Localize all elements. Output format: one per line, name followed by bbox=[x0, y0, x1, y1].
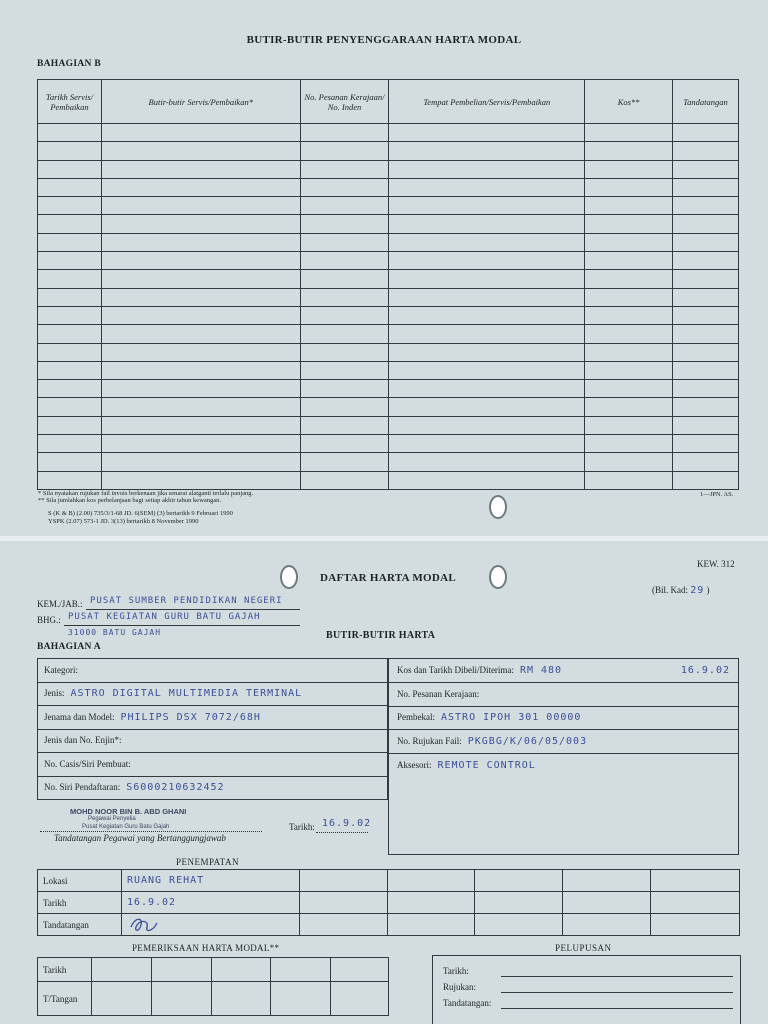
asset-field-row bbox=[38, 659, 388, 683]
penempatan-label: Tandatangan bbox=[43, 919, 89, 930]
pemeriksaan-label-cell bbox=[38, 982, 92, 1016]
maintenance-cell[interactable] bbox=[673, 215, 739, 233]
maintenance-cell[interactable] bbox=[389, 178, 585, 196]
maintenance-cell[interactable] bbox=[585, 380, 673, 398]
asset-field[interactable] bbox=[38, 753, 388, 777]
maintenance-cell[interactable] bbox=[673, 124, 739, 142]
pemeriksaan-cell[interactable] bbox=[211, 958, 271, 982]
maintenance-cell[interactable] bbox=[389, 197, 585, 215]
maintenance-cell[interactable] bbox=[585, 178, 673, 196]
kem-label: KEM./JAB.: bbox=[37, 599, 83, 609]
maintenance-cell[interactable] bbox=[38, 124, 102, 142]
maintenance-cell[interactable] bbox=[389, 416, 585, 434]
maintenance-row bbox=[38, 306, 739, 324]
maintenance-row bbox=[38, 233, 739, 251]
penempatan-label: Tarikh bbox=[43, 897, 67, 908]
footnote-1: * Sila nyatakan rujukan fail invois berkenaan jika senarai alatganti terlalu panjang. bbox=[38, 490, 254, 497]
maintenance-cell[interactable] bbox=[101, 398, 300, 416]
maintenance-cell[interactable] bbox=[585, 142, 673, 160]
maintenance-cell[interactable] bbox=[38, 380, 102, 398]
penempatan-label-cell bbox=[38, 870, 122, 892]
maintenance-cell[interactable] bbox=[300, 215, 389, 233]
penempatan-cell[interactable] bbox=[299, 870, 387, 892]
maintenance-cell[interactable] bbox=[673, 197, 739, 215]
kem-line bbox=[86, 609, 300, 610]
maintenance-cell[interactable] bbox=[101, 306, 300, 324]
maintenance-cell[interactable] bbox=[673, 142, 739, 160]
penempatan-cell[interactable] bbox=[563, 914, 651, 936]
maintenance-cell[interactable] bbox=[389, 270, 585, 288]
penempatan-value: RUANG REHAT bbox=[126, 875, 205, 886]
maintenance-cell[interactable] bbox=[300, 197, 389, 215]
maintenance-cell[interactable] bbox=[38, 270, 102, 288]
asset-fields-left bbox=[37, 658, 388, 800]
maintenance-cell[interactable] bbox=[38, 325, 102, 343]
maintenance-cell[interactable] bbox=[673, 252, 739, 270]
asset-field-row bbox=[389, 730, 738, 754]
form-code: KEW. 312 bbox=[697, 559, 735, 569]
maintenance-cell[interactable] bbox=[38, 178, 102, 196]
penempatan-cell[interactable] bbox=[299, 914, 387, 936]
pelupusan-line bbox=[501, 992, 733, 993]
maintenance-cell[interactable] bbox=[101, 124, 300, 142]
pemeriksaan-row bbox=[38, 958, 389, 982]
maintenance-cell[interactable] bbox=[101, 325, 300, 343]
penempatan-label-cell bbox=[38, 892, 122, 914]
maintenance-row bbox=[38, 197, 739, 215]
penempatan-cell[interactable] bbox=[121, 870, 299, 892]
maintenance-cell[interactable] bbox=[585, 398, 673, 416]
maintenance-cell[interactable] bbox=[38, 435, 102, 453]
penempatan-table bbox=[37, 869, 740, 936]
pemeriksaan-cell[interactable] bbox=[151, 958, 211, 982]
maintenance-cell[interactable] bbox=[389, 453, 585, 471]
col-tandatangan: Tandatangan bbox=[673, 80, 739, 124]
maintenance-cell[interactable] bbox=[300, 252, 389, 270]
maintenance-row bbox=[38, 325, 739, 343]
asset-field-row bbox=[38, 753, 388, 777]
maintenance-cell[interactable] bbox=[585, 453, 673, 471]
field-value: PHILIPS DSX 7072/68H bbox=[120, 711, 261, 723]
pelupusan-label: Rujukan: bbox=[443, 982, 476, 992]
footnote-2: ** Sila jumlahkan kos perbelanjaan bagi setiap akhir tahun kewangan. bbox=[38, 497, 222, 504]
asset-field[interactable] bbox=[38, 659, 388, 683]
penempatan-cell[interactable] bbox=[475, 914, 563, 936]
asset-field-row bbox=[389, 683, 738, 707]
penempatan-cell[interactable] bbox=[475, 870, 563, 892]
maintenance-row bbox=[38, 453, 739, 471]
field-value: ASTRO DIGITAL MULTIMEDIA TERMINAL bbox=[70, 688, 303, 700]
asset-field[interactable] bbox=[389, 753, 738, 777]
field-label: Kos dan Tarikh Dibeli/Diterima: bbox=[397, 665, 514, 675]
maintenance-cell[interactable] bbox=[585, 471, 673, 489]
pemeriksaan-cell[interactable] bbox=[91, 982, 151, 1016]
maintenance-cell[interactable] bbox=[38, 343, 102, 361]
maintenance-cell[interactable] bbox=[300, 288, 389, 306]
maintenance-cell[interactable] bbox=[673, 233, 739, 251]
pemeriksaan-cell[interactable] bbox=[271, 982, 331, 1016]
maintenance-cell[interactable] bbox=[389, 343, 585, 361]
ref-2: YSPK (2.07) 573-1 JD. 3(13) bertarikh 8 November 1990 bbox=[48, 518, 199, 525]
penempatan-row bbox=[38, 870, 740, 892]
maintenance-cell[interactable] bbox=[389, 215, 585, 233]
penempatan-cell[interactable] bbox=[475, 892, 563, 914]
maintenance-cell[interactable] bbox=[673, 398, 739, 416]
field-label: Kategori: bbox=[44, 664, 78, 675]
maintenance-cell[interactable] bbox=[300, 471, 389, 489]
maintenance-table bbox=[37, 79, 739, 490]
pemeriksaan-cell[interactable] bbox=[271, 958, 331, 982]
col-butir: Butir-butir Servis/Pembaikan* bbox=[101, 80, 300, 124]
bhg-value: PUSAT KEGIATAN GURU BATU GAJAH bbox=[68, 612, 261, 622]
maintenance-row bbox=[38, 435, 739, 453]
maintenance-row bbox=[38, 343, 739, 361]
bhg-label: BHG.: bbox=[37, 615, 61, 625]
pelupusan-label: Tandatangan: bbox=[443, 998, 492, 1008]
penempatan-row bbox=[38, 914, 740, 936]
maintenance-cell[interactable] bbox=[38, 453, 102, 471]
maintenance-cell[interactable] bbox=[389, 142, 585, 160]
asset-field[interactable] bbox=[38, 682, 388, 706]
stamp-name: MOHD NOOR BIN B. ABD GHANI bbox=[70, 807, 187, 816]
field-date-value: 16.9.02 bbox=[680, 665, 730, 676]
penempatan-cell[interactable] bbox=[563, 870, 651, 892]
pemeriksaan-cell[interactable] bbox=[151, 982, 211, 1016]
maintenance-cell[interactable] bbox=[38, 306, 102, 324]
maintenance-cell[interactable] bbox=[673, 471, 739, 489]
asset-field-row bbox=[38, 706, 388, 730]
penempatan-cell[interactable] bbox=[387, 892, 475, 914]
maintenance-cell[interactable] bbox=[300, 380, 389, 398]
penempatan-cell[interactable] bbox=[563, 892, 651, 914]
asset-field-row bbox=[389, 753, 738, 777]
maintenance-row bbox=[38, 124, 739, 142]
pelupusan-label: Tarikh: bbox=[443, 966, 469, 976]
penempatan-label: Lokasi bbox=[43, 875, 68, 886]
maintenance-cell[interactable] bbox=[389, 435, 585, 453]
section-b-label: BAHAGIAN B bbox=[37, 59, 101, 69]
maintenance-cell[interactable] bbox=[38, 471, 102, 489]
maintenance-row bbox=[38, 288, 739, 306]
maintenance-cell[interactable] bbox=[673, 160, 739, 178]
asset-field-row bbox=[38, 776, 388, 800]
field-label: Jenis dan No. Enjin*: bbox=[44, 735, 122, 746]
maintenance-cell[interactable] bbox=[673, 306, 739, 324]
maintenance-cell[interactable] bbox=[38, 252, 102, 270]
maintenance-cell[interactable] bbox=[38, 215, 102, 233]
asset-field-row bbox=[38, 682, 388, 706]
maintenance-cell[interactable] bbox=[300, 178, 389, 196]
pelupusan-row[interactable] bbox=[443, 998, 733, 1012]
tarikh-value: 16.9.02 bbox=[322, 818, 372, 829]
punch-hole-left bbox=[280, 565, 298, 589]
field-value: ASTRO IPOH 301 00000 bbox=[441, 712, 582, 724]
col-pesanan: No. Pesanan Kerajaan/ No. Inden bbox=[300, 80, 389, 124]
signature-scribble-icon bbox=[127, 915, 167, 935]
asset-field[interactable] bbox=[38, 706, 388, 730]
sign-caption: Tandatangan Pegawai yang Bertanggungjawab bbox=[54, 833, 226, 843]
maintenance-cell[interactable] bbox=[101, 197, 300, 215]
penempatan-cell[interactable] bbox=[651, 892, 740, 914]
maintenance-cell[interactable] bbox=[101, 252, 300, 270]
penempatan-cell[interactable] bbox=[121, 914, 299, 936]
asset-field-row bbox=[389, 706, 738, 730]
maintenance-cell[interactable] bbox=[38, 361, 102, 379]
maintenance-cell[interactable] bbox=[300, 453, 389, 471]
field-value: RM 480 bbox=[519, 665, 563, 676]
maintenance-cell[interactable] bbox=[300, 361, 389, 379]
asset-field[interactable] bbox=[38, 729, 388, 753]
maintenance-cell[interactable] bbox=[673, 453, 739, 471]
maintenance-cell[interactable] bbox=[300, 398, 389, 416]
pelupusan-line bbox=[501, 976, 733, 977]
maintenance-cell[interactable] bbox=[38, 288, 102, 306]
field-value: REMOTE CONTROL bbox=[437, 759, 536, 771]
maintenance-cell[interactable] bbox=[585, 416, 673, 434]
penempatan-cell[interactable] bbox=[387, 914, 475, 936]
asset-fields-right bbox=[388, 658, 739, 855]
field-label: No. Siri Pendaftaran: bbox=[44, 782, 121, 793]
maintenance-cell[interactable] bbox=[673, 343, 739, 361]
bil-kad-value: 29 bbox=[690, 585, 705, 596]
asset-register-card bbox=[0, 541, 768, 1024]
asset-field-row bbox=[38, 729, 388, 753]
maintenance-cell[interactable] bbox=[585, 160, 673, 178]
maintenance-cell[interactable] bbox=[38, 416, 102, 434]
asset-field-row bbox=[389, 659, 738, 683]
maintenance-cell[interactable] bbox=[585, 270, 673, 288]
maintenance-cell[interactable] bbox=[300, 270, 389, 288]
pemeriksaan-cell[interactable] bbox=[331, 958, 389, 982]
pelupusan-row[interactable] bbox=[443, 982, 733, 996]
field-label: No. Pesanan Kerajaan: bbox=[397, 688, 480, 699]
col-kos: Kos** bbox=[585, 80, 673, 124]
maintenance-cell[interactable] bbox=[389, 398, 585, 416]
maintenance-cell[interactable] bbox=[300, 343, 389, 361]
pemeriksaan-label: Tarikh bbox=[43, 964, 67, 975]
penempatan-value: 16.9.02 bbox=[126, 897, 177, 908]
penempatan-row bbox=[38, 892, 740, 914]
maintenance-cell[interactable] bbox=[585, 215, 673, 233]
maintenance-cell[interactable] bbox=[101, 380, 300, 398]
maintenance-cell[interactable] bbox=[101, 471, 300, 489]
maintenance-cell[interactable] bbox=[38, 233, 102, 251]
maintenance-row bbox=[38, 361, 739, 379]
maintenance-cell[interactable] bbox=[585, 325, 673, 343]
pelupusan-title: PELUPUSAN bbox=[555, 943, 612, 953]
maintenance-cell[interactable] bbox=[585, 306, 673, 324]
maintenance-cell[interactable] bbox=[101, 288, 300, 306]
maintenance-cell[interactable] bbox=[585, 252, 673, 270]
maintenance-cell[interactable] bbox=[300, 142, 389, 160]
pemeriksaan-cell[interactable] bbox=[331, 982, 389, 1016]
maintenance-cell[interactable] bbox=[38, 398, 102, 416]
penempatan-title: PENEMPATAN bbox=[176, 857, 239, 867]
maintenance-cell[interactable] bbox=[101, 215, 300, 233]
maintenance-row bbox=[38, 178, 739, 196]
stamp-title: Pegawai Penyelia bbox=[88, 816, 136, 822]
maintenance-cell[interactable] bbox=[101, 343, 300, 361]
bil-kad: (Bil. Kad: 29 ) bbox=[652, 585, 710, 596]
maintenance-cell[interactable] bbox=[389, 471, 585, 489]
maintenance-cell[interactable] bbox=[101, 361, 300, 379]
maintenance-cell[interactable] bbox=[101, 142, 300, 160]
pemeriksaan-cell[interactable] bbox=[91, 958, 151, 982]
maintenance-cell[interactable] bbox=[585, 197, 673, 215]
bhg-line bbox=[64, 625, 300, 626]
penempatan-cell[interactable] bbox=[121, 892, 299, 914]
field-label: Aksesori: bbox=[397, 759, 432, 770]
pemeriksaan-table bbox=[37, 957, 389, 1016]
maintenance-cell[interactable] bbox=[585, 435, 673, 453]
signature-line bbox=[40, 831, 262, 832]
col-tarikh: Tarikh Servis/ Pembaikan bbox=[38, 80, 102, 124]
maintenance-cell[interactable] bbox=[673, 361, 739, 379]
maintenance-row bbox=[38, 215, 739, 233]
maintenance-cell[interactable] bbox=[300, 325, 389, 343]
asset-field[interactable] bbox=[389, 706, 738, 730]
maintenance-cell[interactable] bbox=[300, 233, 389, 251]
tarikh-label: Tarikh: bbox=[289, 822, 315, 832]
maintenance-cell[interactable] bbox=[585, 343, 673, 361]
col-tempat: Tempat Pembelian/Servis/Pembaikan bbox=[389, 80, 585, 124]
pemeriksaan-cell[interactable] bbox=[211, 982, 271, 1016]
stamp-org: Pusat Kegiatan Guru Batu Gajah bbox=[82, 824, 170, 830]
ref-1: S (K & B) (2.00) 735/3/1-68 JD. 6(SEM) (3) bertarikh 9 Februari 1990 bbox=[48, 510, 233, 517]
maintenance-cell[interactable] bbox=[389, 325, 585, 343]
maintenance-cell[interactable] bbox=[101, 233, 300, 251]
maintenance-cell[interactable] bbox=[673, 325, 739, 343]
penempatan-cell[interactable] bbox=[387, 870, 475, 892]
maintenance-cell[interactable] bbox=[101, 178, 300, 196]
maintenance-cell[interactable] bbox=[585, 233, 673, 251]
maintenance-cell[interactable] bbox=[300, 160, 389, 178]
maintenance-cell[interactable] bbox=[300, 124, 389, 142]
field-value: PKGBG/K/06/05/003 bbox=[467, 735, 588, 747]
maintenance-cell[interactable] bbox=[38, 160, 102, 178]
maintenance-cell[interactable] bbox=[585, 361, 673, 379]
maintenance-cell[interactable] bbox=[673, 178, 739, 196]
maintenance-cell[interactable] bbox=[585, 288, 673, 306]
maintenance-cell[interactable] bbox=[101, 160, 300, 178]
maintenance-cell[interactable] bbox=[389, 233, 585, 251]
field-label: Jenis: bbox=[44, 688, 65, 699]
penempatan-label-cell bbox=[38, 914, 122, 936]
maintenance-cell[interactable] bbox=[38, 197, 102, 215]
maintenance-cell[interactable] bbox=[101, 270, 300, 288]
maintenance-rows bbox=[38, 124, 739, 490]
maintenance-cell[interactable] bbox=[300, 416, 389, 434]
maintenance-cell[interactable] bbox=[389, 160, 585, 178]
asset-field[interactable] bbox=[389, 683, 738, 707]
punch-hole-right bbox=[489, 565, 507, 589]
pemeriksaan-title: PEMERIKSAAN HARTA MODAL** bbox=[132, 943, 280, 953]
asset-field[interactable] bbox=[389, 659, 738, 683]
maintenance-row bbox=[38, 471, 739, 489]
subtitle: BUTIR-BUTIR HARTA bbox=[326, 630, 436, 641]
asset-field[interactable] bbox=[38, 776, 388, 800]
maintenance-row bbox=[38, 252, 739, 270]
maintenance-row bbox=[38, 270, 739, 288]
pelupusan-box bbox=[432, 955, 741, 1024]
maintenance-cell[interactable] bbox=[673, 270, 739, 288]
maintenance-row bbox=[38, 398, 739, 416]
asset-field[interactable] bbox=[389, 730, 738, 754]
field-value: S6000210632452 bbox=[126, 782, 225, 794]
penempatan-cell[interactable] bbox=[651, 914, 740, 936]
maintenance-cell[interactable] bbox=[300, 435, 389, 453]
kem-value: PUSAT SUMBER PENDIDIKAN NEGERI bbox=[90, 596, 283, 606]
field-label: Jenama dan Model: bbox=[44, 711, 115, 722]
maintenance-cell[interactable] bbox=[38, 142, 102, 160]
maintenance-cell[interactable] bbox=[389, 380, 585, 398]
maintenance-row bbox=[38, 416, 739, 434]
maintenance-row bbox=[38, 160, 739, 178]
maintenance-cell[interactable] bbox=[300, 306, 389, 324]
maintenance-cell[interactable] bbox=[389, 288, 585, 306]
pelupusan-row[interactable] bbox=[443, 966, 733, 980]
maintenance-cell[interactable] bbox=[673, 380, 739, 398]
maintenance-cell[interactable] bbox=[389, 361, 585, 379]
pemeriksaan-label-cell bbox=[38, 958, 92, 982]
maintenance-row bbox=[38, 142, 739, 160]
maintenance-title: BUTIR-BUTIR PENYENGGARAAN HARTA MODAL bbox=[246, 34, 522, 46]
maintenance-cell[interactable] bbox=[673, 435, 739, 453]
maintenance-cell[interactable] bbox=[585, 124, 673, 142]
tarikh-line bbox=[316, 832, 368, 833]
field-label: No. Casis/Siri Pembuat: bbox=[44, 758, 131, 769]
section-a-label: BAHAGIAN A bbox=[37, 642, 101, 652]
printer-code: 1—JPN. AS. bbox=[700, 491, 734, 498]
maintenance-cell[interactable] bbox=[389, 252, 585, 270]
maintenance-cell[interactable] bbox=[673, 416, 739, 434]
pemeriksaan-row bbox=[38, 982, 389, 1016]
penempatan-cell[interactable] bbox=[651, 870, 740, 892]
field-label: Pembekal: bbox=[397, 712, 435, 723]
register-title: DAFTAR HARTA MODAL bbox=[320, 572, 456, 584]
pemeriksaan-label: T/Tangan bbox=[43, 993, 78, 1004]
maintenance-row bbox=[38, 380, 739, 398]
field-label: No. Rujukan Fail: bbox=[397, 735, 462, 746]
maintenance-cell[interactable] bbox=[101, 416, 300, 434]
maintenance-cell[interactable] bbox=[101, 453, 300, 471]
maintenance-cell[interactable] bbox=[101, 435, 300, 453]
bhg-value-2: 31000 BATU GAJAH bbox=[68, 628, 162, 637]
maintenance-cell[interactable] bbox=[673, 288, 739, 306]
penempatan-cell[interactable] bbox=[299, 892, 387, 914]
maintenance-cell[interactable] bbox=[389, 124, 585, 142]
punch-hole bbox=[489, 495, 507, 519]
pelupusan-line bbox=[501, 1008, 733, 1009]
maintenance-cell[interactable] bbox=[389, 306, 585, 324]
